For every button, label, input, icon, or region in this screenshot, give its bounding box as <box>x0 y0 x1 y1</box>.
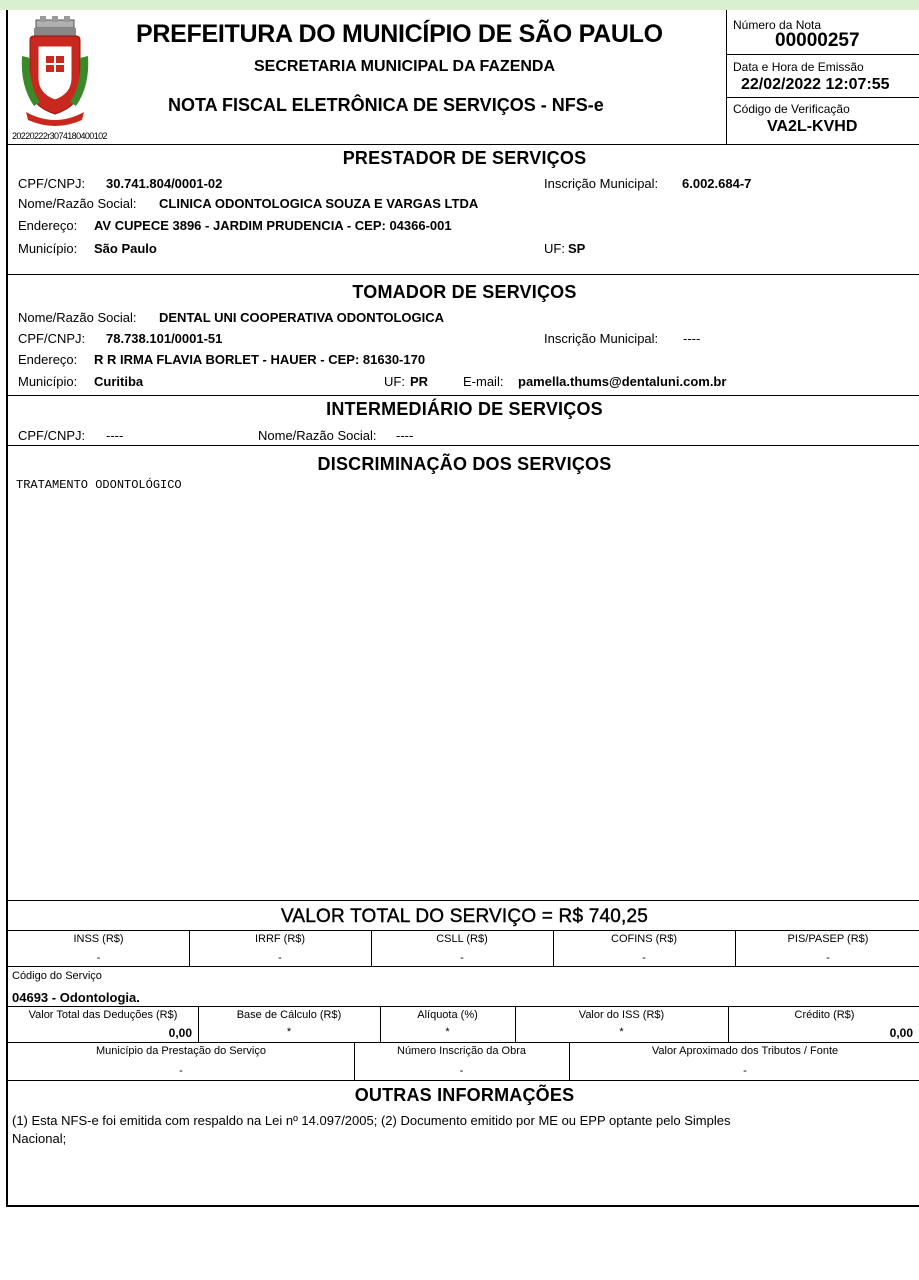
tomador-city-value: Curitiba <box>94 374 144 389</box>
intermediario-name-label: Nome/Razão Social: <box>258 428 377 443</box>
prestador-cpf-value: 30.741.804/0001-02 <box>106 176 223 191</box>
iss-value-value: * <box>619 1026 624 1038</box>
prestador-section-title: PRESTADOR DE SERVIÇOS <box>342 148 587 168</box>
work-registration-label: Número Inscrição da Obra <box>397 1045 526 1057</box>
tomador-email-label: E-mail: <box>463 374 504 389</box>
prestador-address-label: Endereço: <box>18 218 78 233</box>
rate-label: Alíquota (%) <box>417 1009 478 1021</box>
document-type-title: NOTA FISCAL ELETRÔNICA DE SERVIÇOS - NFS-e <box>168 95 604 115</box>
prestador-cpf-label: CPF/CNPJ: <box>18 176 86 191</box>
prestador-uf-label: UF: <box>544 241 565 256</box>
intermediario-cpf-value: ---- <box>106 428 124 443</box>
secretariat-subtitle: SECRETARIA MUNICIPAL DA FAZENDA <box>254 58 556 75</box>
rate-value: * <box>445 1026 450 1038</box>
municipality-title: PREFEITURA DO MUNICÍPIO DE SÃO PAULO <box>136 20 663 48</box>
tomador-city-label: Município: <box>18 374 78 389</box>
service-description: TRATAMENTO ODONTOLÓGICO <box>16 478 182 492</box>
tomador-name-value: DENTAL UNI COOPERATIVA ODONTOLOGICA <box>159 310 445 325</box>
tomador-address-value: R R IRMA FLAVIA BORLET - HAUER - CEP: 81630-170 <box>94 352 426 367</box>
service-city-label: Município da Prestação do Serviço <box>96 1045 266 1057</box>
pis-pasep-label: PIS/PASEP (R$) <box>787 933 869 945</box>
service-code-value: 04693 - Odontologia. <box>12 990 140 1005</box>
approx-taxes-value: - <box>743 1065 747 1077</box>
prestador-name-value: CLINICA ODONTOLOGICA SOUZA E VARGAS LTDA <box>159 196 479 211</box>
prestador-name-label: Nome/Razão Social: <box>18 196 137 211</box>
coat-of-arms-icon <box>20 16 90 128</box>
credit-value: 0,00 <box>889 1026 913 1040</box>
emission-date-label: Data e Hora de Emissão <box>733 60 864 74</box>
irrf-value: - <box>278 952 282 964</box>
other-info-section-title: OUTRAS INFORMAÇÕES <box>354 1085 575 1105</box>
cofins-label: COFINS (R$) <box>611 933 677 945</box>
approx-taxes-label: Valor Aproximado dos Tributos / Fonte <box>651 1045 839 1057</box>
tomador-im-value: ---- <box>683 331 701 346</box>
cofins-value: - <box>642 952 646 964</box>
credit-label: Crédito (R$) <box>794 1009 855 1021</box>
service-city-value: - <box>179 1065 183 1077</box>
prestador-im-value: 6.002.684-7 <box>682 176 752 191</box>
tomador-uf-value: PR <box>410 374 429 389</box>
note-info-box <box>726 10 919 144</box>
other-info-line-2: Nacional; <box>12 1131 67 1146</box>
inss-label: INSS (R$) <box>73 933 124 945</box>
iss-value-label: Valor do ISS (R$) <box>578 1009 665 1021</box>
csll-label: CSLL (R$) <box>436 933 488 945</box>
prestador-address-value: AV CUPECE 3896 - JARDIM PRUDENCIA - CEP: 04366-001 <box>94 218 452 233</box>
tomador-im-label: Inscrição Municipal: <box>544 331 659 346</box>
inss-value: - <box>96 952 101 964</box>
discriminacao-section-title: DISCRIMINAÇÃO DOS SERVIÇOS <box>317 454 612 474</box>
prestador-city-value: São Paulo <box>94 241 157 256</box>
emission-date-value: 22/02/2022 12:07:55 <box>741 76 890 93</box>
prestador-city-label: Município: <box>18 241 78 256</box>
prestador-im-label: Inscrição Municipal: <box>544 176 659 191</box>
nfse-document <box>6 10 919 1207</box>
tomador-name-label: Nome/Razão Social: <box>18 310 137 325</box>
intermediario-cpf-label: CPF/CNPJ: <box>18 428 86 443</box>
tomador-email-value: pamella.thums@dentaluni.com.br <box>518 374 727 389</box>
work-registration-value: - <box>459 1065 464 1077</box>
tomador-cpf-value: 78.738.101/0001-51 <box>106 331 223 346</box>
calc-base-label: Base de Cálculo (R$) <box>236 1009 342 1021</box>
csll-value: - <box>460 952 464 964</box>
irrf-label: IRRF (R$) <box>254 933 306 945</box>
window-top-bar <box>0 0 919 10</box>
verification-code-value: VA2L-KVHD <box>767 118 858 135</box>
tomador-cpf-label: CPF/CNPJ: <box>18 331 86 346</box>
note-number-value: 00000257 <box>775 30 860 51</box>
service-code-label: Código do Serviço <box>12 970 102 982</box>
verification-code-label: Código de Verificação <box>733 102 850 116</box>
pis-pasep-value: - <box>826 952 830 964</box>
note-number-label: Número da Nota <box>733 18 822 32</box>
prestador-uf-value: SP <box>568 241 586 256</box>
deductions-value: 0,00 <box>168 1026 192 1040</box>
intermediario-name-value: ---- <box>396 428 414 443</box>
intermediario-section-title: INTERMEDIÁRIO DE SERVIÇOS <box>326 399 603 419</box>
tomador-section-title: TOMADOR DE SERVIÇOS <box>352 282 577 302</box>
tomador-address-label: Endereço: <box>18 352 78 367</box>
other-info-line-1: (1) Esta NFS-e foi emitida com respaldo na Lei nº 14.097/2005; (2) Documento emitido por ME ou EPP optante pelo Simples <box>12 1113 731 1128</box>
tomador-uf-label: UF: <box>384 374 405 389</box>
total-value: VALOR TOTAL DO SERVIÇO = R$ 740,25 <box>280 906 649 927</box>
barcode-number: 20220222r3074180400102 <box>12 131 107 141</box>
calc-base-value: * <box>286 1026 292 1038</box>
deductions-label: Valor Total das Deduções (R$) <box>28 1009 178 1021</box>
